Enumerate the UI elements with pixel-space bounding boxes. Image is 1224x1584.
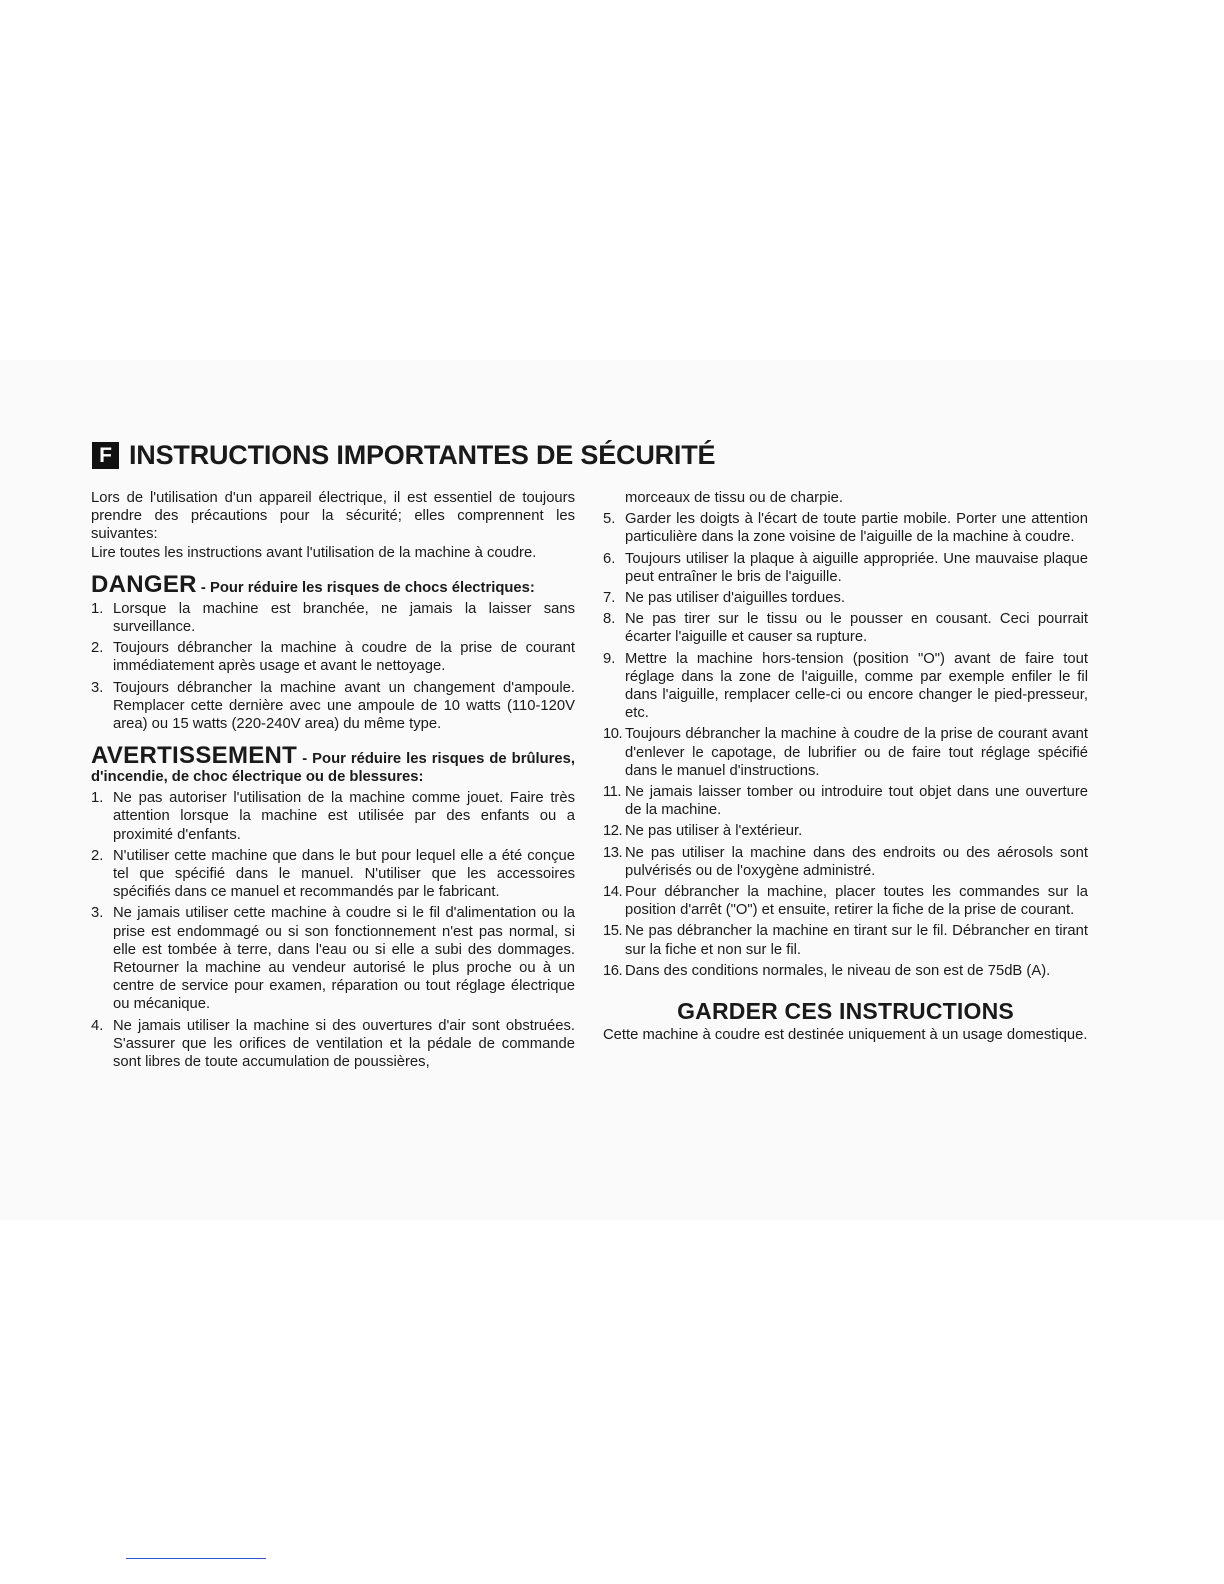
list-item: 3. Toujours débrancher la machine avant un changement d'ampoule. Remplacer cette dernière avec une ampoule de 10 watts (110-120V area) ou 15 watts (220-240V area) du même type. (91, 679, 575, 733)
list-item: 5. Garder les doigts à l'écart de toute partie mobile. Porter une attention particulière dans la zone voisine de l'aiguille de la machine à coudre. (603, 511, 1088, 546)
right-column (603, 489, 1088, 1044)
footer-link-underline[interactable] (126, 1558, 266, 1559)
intro-read-all: Lire toutes les instructions avant l'utilisation de la machine à coudre. (91, 544, 537, 561)
danger-list (91, 600, 575, 733)
list-item: 11. Ne jamais laisser tomber ou introduire tout objet dans une ouverture de la machine. (603, 784, 1088, 819)
intro-paragraph: Lors de l'utilisation d'un appareil électrique, il est essentiel de toujours prendre des précautions pour la sécurité; elles comprennent les suivantes: (91, 490, 575, 543)
list-item: 13. Ne pas utiliser la machine dans des endroits ou des aérosols sont pulvérisés ou de l'oxygène administré. (603, 844, 1088, 879)
left-column (91, 489, 575, 1074)
domestic-use-note: Cette machine à coudre est destinée uniquement à un usage domestique. (603, 1027, 1088, 1044)
list-item: 1. Lorsque la machine est branchée, ne jamais la laisser sans surveillance. (91, 600, 575, 636)
avertissement-list-right (603, 510, 1088, 980)
list-item: 4. Ne jamais utiliser la machine si des ouvertures d'air sont obstruées. S'assurer que les orifices de ventilation et la pédale de commande sont libres de toute accumulation de poussières, (91, 1017, 575, 1071)
avertissement-label: AVERTISSEMENT (91, 742, 298, 770)
page-title: INSTRUCTIONS IMPORTANTES DE SÉCURITÉ (129, 440, 716, 470)
list-item: 16. Dans des conditions normales, le niveau de son est de 75dB (A). (603, 962, 1051, 979)
item4-continuation: morceaux de tissu ou de charpie. (625, 490, 843, 506)
avertissement-heading (91, 742, 575, 786)
list-item: 12. Ne pas utiliser à l'extérieur. (603, 823, 803, 840)
list-item: 3. Ne jamais utiliser cette machine à coudre si le fil d'alimentation ou la prise est endommagé ou si son fonctionnement n'est pas normal, si elle est tombée à terre, dans l'eau ou si elle a subi des dommages. Retourner la machine au vendeur autorisé le plus proche ou à un centre de service pour examen, réparation ou tout réglage électrique ou mécanique. (91, 905, 575, 1013)
list-item: 14. Pour débrancher la machine, placer toutes les commandes sur la position d'arrêt ("O") et ensuite, retirer la fiche de la prise de courant. (603, 884, 1088, 919)
list-item: 9. Mettre la machine hors-tension (position "O") avant de faire tout réglage dans la zone de l'aiguille, comme par exemple enfiler le fil dans l'aiguille, remplacer celle-ci ou encore changer le pied-presseur, etc. (603, 650, 1088, 722)
list-item: 2. N'utiliser cette machine que dans le but pour lequel elle a été conçue tel que spécifié dans le manuel. N'utiliser que les accessoires spécifiés dans ce manuel et recommandés par le fabricant. (91, 847, 575, 901)
danger-heading (91, 570, 575, 598)
list-item: 8. Ne pas tirer sur le tissu ou le pousser en cousant. Ceci pourrait écarter l'aiguille et causer sa rupture. (603, 611, 1088, 646)
list-item: 1. Ne pas autoriser l'utilisation de la machine comme jouet. Faire très attention lorsque la machine est utilisée par des enfants ou a proximité d'enfants. (91, 790, 575, 843)
page-title-row (92, 440, 715, 471)
language-badge: F (92, 442, 119, 469)
list-item: 10. Toujours débrancher la machine à coudre de la prise de courant avant d'enlever le capotage, de lubrifier ou de faire tout réglage spécifié dans le manuel d'instructions. (603, 726, 1088, 779)
avertissement-list-left (91, 789, 575, 1071)
list-item: 7. Ne pas utiliser d'aiguilles tordues. (603, 590, 845, 607)
list-item: 15. Ne pas débrancher la machine en tirant sur le fil. Débrancher en tirant sur la fiche et non sur le fil. (603, 923, 1088, 958)
avertissement-subtitle: - Pour réduire les risques de brûlures, d'incendie, de choc électrique ou de blessures: (91, 751, 575, 786)
list-item: 6. Toujours utiliser la plaque à aiguille appropriée. Une mauvaise plaque peut entraîner le bris de l'aiguille. (603, 550, 1088, 585)
danger-subtitle: - Pour réduire les risques de chocs électriques: (196, 579, 535, 596)
keep-instructions-heading: GARDER CES INSTRUCTIONS (677, 998, 1014, 1025)
danger-label: DANGER (91, 570, 197, 598)
list-item: 2. Toujours débrancher la machine à coudre de la prise de courant immédiatement après usage et avant le nettoyage. (91, 640, 575, 675)
